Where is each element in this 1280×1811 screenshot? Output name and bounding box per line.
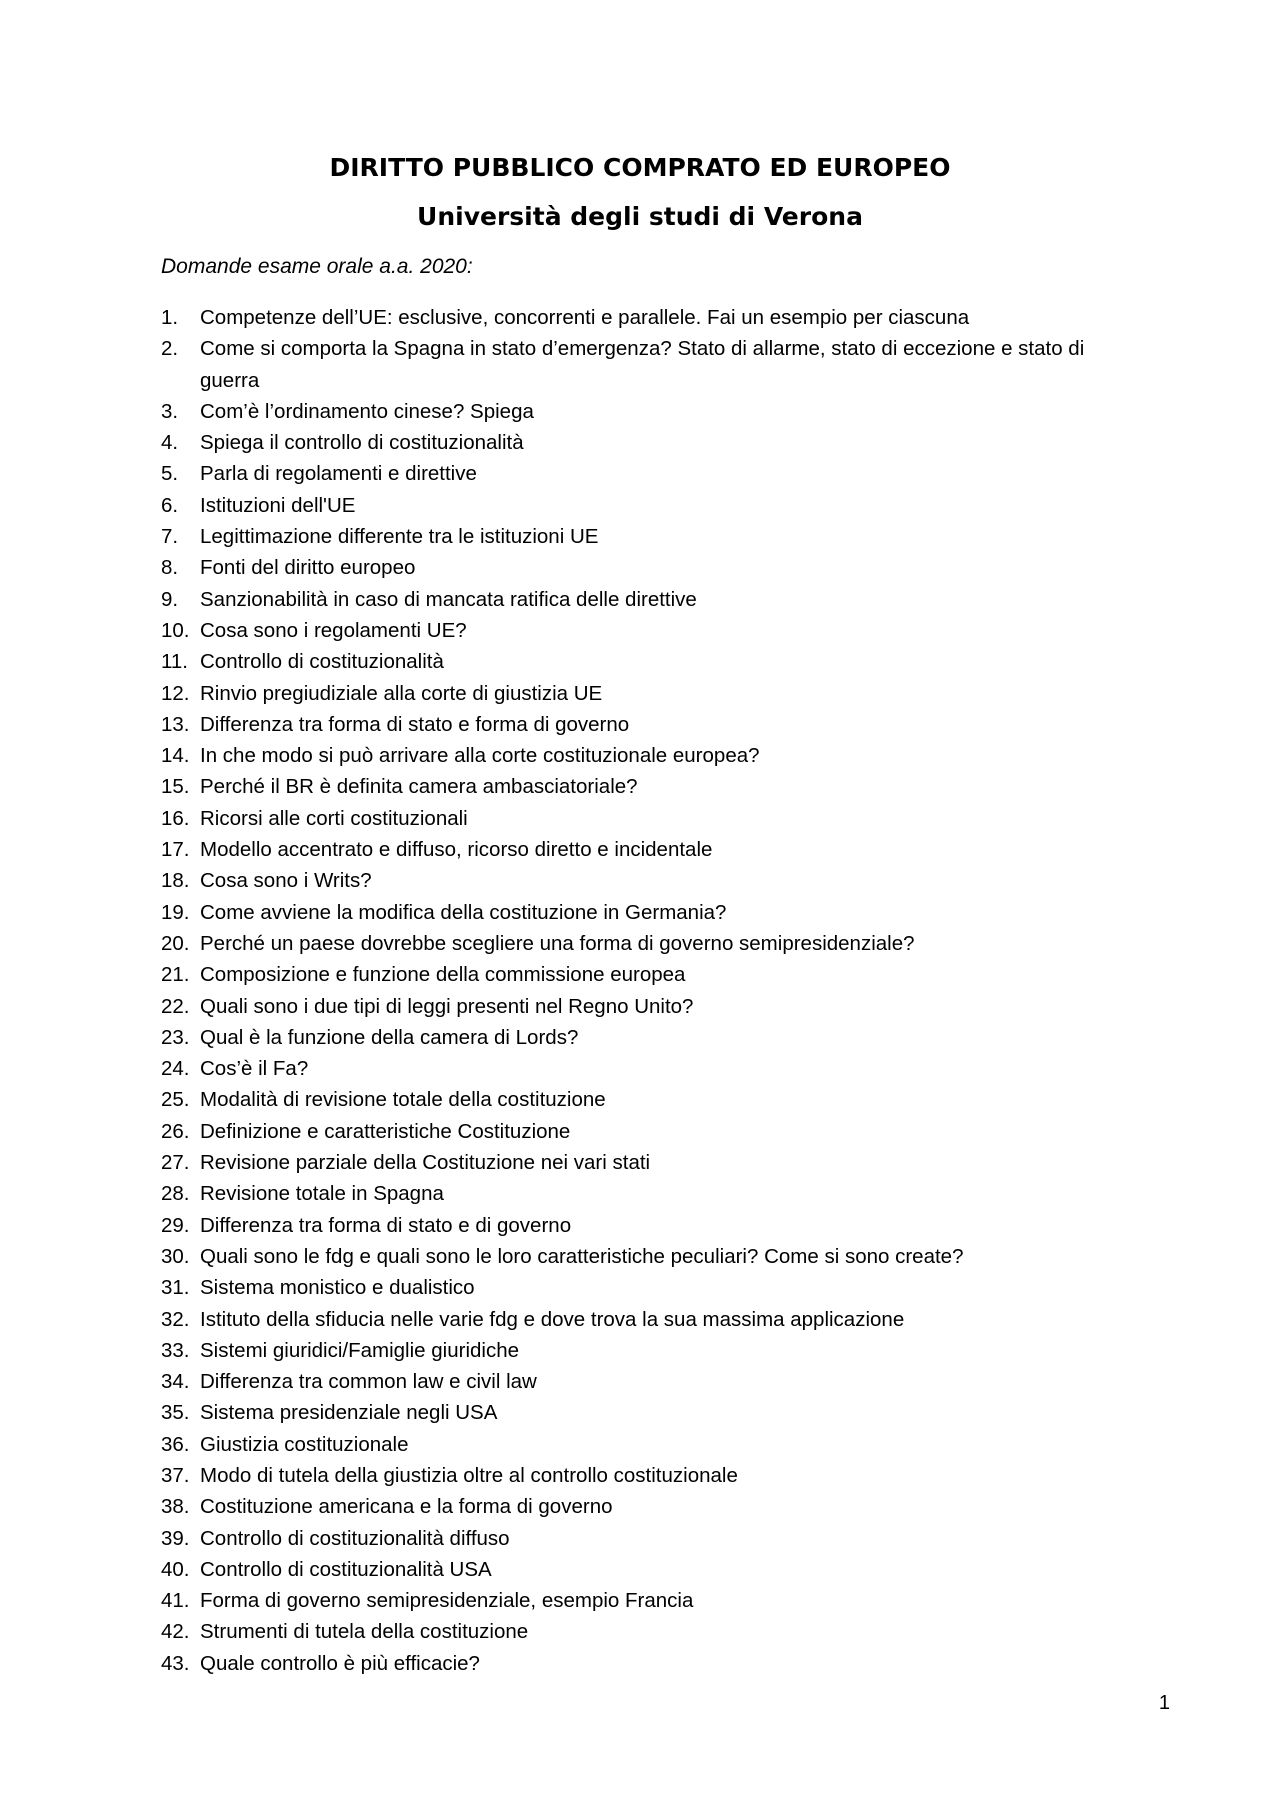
question-text: Controllo di costituzionalità USA — [200, 1557, 492, 1581]
question-number: 31. — [161, 1276, 190, 1300]
question-text: Modo di tutela della giustizia oltre al controllo costituzionale — [200, 1463, 738, 1487]
question-item — [0, 615, 1280, 646]
question-text: Qual è la funzione della camera di Lords? — [200, 1025, 579, 1049]
question-number: 9. — [161, 587, 179, 611]
question-text: Come si comporta la Spagna in stato d’emergenza? Stato di allarme, stato di eccezione e stato di guerra — [200, 337, 1085, 392]
question-text: Legittimazione differente tra le istituzioni UE — [200, 525, 599, 549]
question-number: 8. — [161, 556, 179, 580]
question-text: Quali sono i due tipi di leggi presenti nel Regno Unito? — [200, 994, 694, 1018]
question-text: Modello accentrato e diffuso, ricorso diretto e incidentale — [200, 838, 713, 862]
question-text: Istituzioni dell'UE — [200, 493, 356, 517]
question-item — [0, 302, 1280, 333]
questions-list — [0, 302, 1280, 1679]
question-text: Perché il BR è definita camera ambasciatoriale? — [200, 775, 638, 799]
question-number: 26. — [161, 1119, 190, 1143]
question-text: Revisione totale in Spagna — [200, 1182, 444, 1206]
question-text: Sistema monistico e dualistico — [200, 1276, 475, 1300]
question-number: 15. — [161, 775, 190, 799]
question-text: Differenza tra common law e civil law — [200, 1370, 537, 1394]
question-text: Giustizia costituzionale — [200, 1432, 409, 1456]
question-item — [0, 1554, 1280, 1585]
question-number: 28. — [161, 1182, 190, 1206]
question-item — [0, 1147, 1280, 1178]
question-text: Quale controllo è più efficacie? — [200, 1651, 480, 1675]
question-number: 12. — [161, 681, 190, 705]
question-number: 40. — [161, 1557, 190, 1581]
question-number: 4. — [161, 431, 179, 455]
question-text: Come avviene la modifica della costituzione in Germania? — [200, 900, 727, 924]
question-text: Perché un paese dovrebbe scegliere una forma di governo semipresidenziale? — [200, 931, 915, 955]
question-number: 35. — [161, 1401, 190, 1425]
question-text: Sanzionabilità in caso di mancata ratifica delle direttive — [200, 587, 697, 611]
question-text: In che modo si può arrivare alla corte costituzionale europea? — [200, 744, 760, 768]
question-number: 16. — [161, 806, 190, 830]
question-item — [0, 959, 1280, 990]
question-text: Fonti del diritto europeo — [200, 556, 416, 580]
question-number: 29. — [161, 1213, 190, 1237]
question-text: Ricorsi alle corti costituzionali — [200, 806, 468, 830]
question-text: Differenza tra forma di stato e forma di governo — [200, 712, 630, 736]
question-number: 21. — [161, 963, 190, 987]
question-number: 43. — [161, 1651, 190, 1675]
question-text: Quali sono le fdg e quali sono le loro caratteristiche peculiari? Come si sono create? — [200, 1244, 964, 1268]
question-number: 10. — [161, 618, 190, 642]
question-number: 25. — [161, 1088, 190, 1112]
exam-subtitle: Domande esame orale a.a. 2020: — [161, 255, 473, 278]
question-number: 39. — [161, 1526, 190, 1550]
question-number: 17. — [161, 838, 190, 862]
question-text: Competenze dell’UE: esclusive, concorrenti e parallele. Fai un esempio per ciascuna — [200, 306, 970, 329]
question-item — [0, 552, 1280, 583]
question-item — [0, 396, 1280, 427]
question-item — [0, 1366, 1280, 1397]
question-text: Composizione e funzione della commissione europea — [200, 963, 686, 987]
question-text: Parla di regolamenti e direttive — [200, 462, 477, 486]
question-text: Rinvio pregiudiziale alla corte di giustizia UE — [200, 681, 603, 705]
question-item — [0, 1053, 1280, 1084]
question-item — [0, 584, 1280, 615]
question-item — [0, 1429, 1280, 1460]
question-text: Costituzione americana e la forma di governo — [200, 1495, 613, 1519]
question-text: Sistema presidenziale negli USA — [200, 1401, 498, 1425]
question-item — [0, 865, 1280, 896]
question-item — [0, 1491, 1280, 1522]
document-title: DIRITTO PUBBLICO COMPRATO ED EUROPEO — [329, 153, 951, 182]
question-number: 34. — [161, 1370, 190, 1394]
question-item — [0, 1022, 1280, 1053]
question-text: Definizione e caratteristiche Costituzione — [200, 1119, 571, 1143]
question-item — [0, 1585, 1280, 1616]
question-item — [0, 740, 1280, 771]
question-text: Cos’è il Fa? — [200, 1057, 309, 1081]
question-number: 3. — [161, 399, 179, 423]
question-item — [0, 1397, 1280, 1428]
question-number: 14. — [161, 744, 190, 768]
question-item — [0, 1460, 1280, 1491]
question-number: 27. — [161, 1151, 190, 1175]
question-number: 2. — [161, 337, 179, 361]
question-item — [0, 458, 1280, 489]
question-number: 23. — [161, 1025, 190, 1049]
question-item — [0, 991, 1280, 1022]
question-item — [0, 771, 1280, 802]
question-item — [0, 897, 1280, 928]
page-number: 1 — [1158, 1692, 1170, 1714]
question-text: Modalità di revisione totale della costituzione — [200, 1088, 606, 1112]
question-number: 7. — [161, 525, 179, 549]
question-item — [0, 1084, 1280, 1115]
question-text: Istituto della sfiducia nelle varie fdg e dove trova la sua massima applicazione — [200, 1307, 905, 1331]
question-item — [0, 490, 1280, 521]
question-number: 1. — [161, 306, 179, 329]
question-number: 18. — [161, 869, 190, 893]
question-number: 37. — [161, 1463, 190, 1487]
university-name: Università degli studi di Verona — [417, 202, 863, 231]
question-item — [0, 1241, 1280, 1272]
question-text: Com’è l’ordinamento cinese? Spiega — [200, 399, 534, 423]
question-number: 20. — [161, 931, 190, 955]
question-item — [0, 678, 1280, 709]
question-number: 41. — [161, 1589, 190, 1613]
question-item — [0, 1272, 1280, 1303]
question-number: 6. — [161, 493, 179, 517]
question-item — [0, 834, 1280, 865]
question-text: Revisione parziale della Costituzione nei vari stati — [200, 1151, 651, 1175]
question-item — [0, 1335, 1280, 1366]
question-number: 19. — [161, 900, 190, 924]
question-text: Sistemi giuridici/Famiglie giuridiche — [200, 1338, 520, 1362]
question-text: Strumenti di tutela della costituzione — [200, 1620, 529, 1644]
question-item — [0, 646, 1280, 677]
question-item — [0, 1304, 1280, 1335]
question-text: Cosa sono i regolamenti UE? — [200, 618, 467, 642]
question-text: Controllo di costituzionalità diffuso — [200, 1526, 510, 1550]
question-item — [0, 928, 1280, 959]
question-number: 32. — [161, 1307, 190, 1331]
question-number: 36. — [161, 1432, 190, 1456]
question-item — [0, 333, 1280, 396]
question-item — [0, 1616, 1280, 1647]
question-number: 13. — [161, 712, 190, 736]
question-item — [0, 1178, 1280, 1209]
question-text: Differenza tra forma di stato e di governo — [200, 1213, 572, 1237]
question-text: Cosa sono i Writs? — [200, 869, 372, 893]
question-item — [0, 1210, 1280, 1241]
question-item — [0, 521, 1280, 552]
question-number: 24. — [161, 1057, 190, 1081]
question-item — [0, 1523, 1280, 1554]
question-number: 38. — [161, 1495, 190, 1519]
question-number: 30. — [161, 1244, 190, 1268]
question-number: 33. — [161, 1338, 190, 1362]
question-number: 5. — [161, 462, 179, 486]
question-item — [0, 427, 1280, 458]
question-item — [0, 1116, 1280, 1147]
question-number: 11. — [161, 650, 188, 674]
question-text: Controllo di costituzionalità — [200, 650, 444, 674]
question-item — [0, 1648, 1280, 1679]
question-item — [0, 803, 1280, 834]
question-text: Forma di governo semipresidenziale, esempio Francia — [200, 1589, 694, 1613]
question-item — [0, 709, 1280, 740]
question-text: Spiega il controllo di costituzionalità — [200, 431, 524, 455]
question-number: 42. — [161, 1620, 190, 1644]
question-number: 22. — [161, 994, 190, 1018]
